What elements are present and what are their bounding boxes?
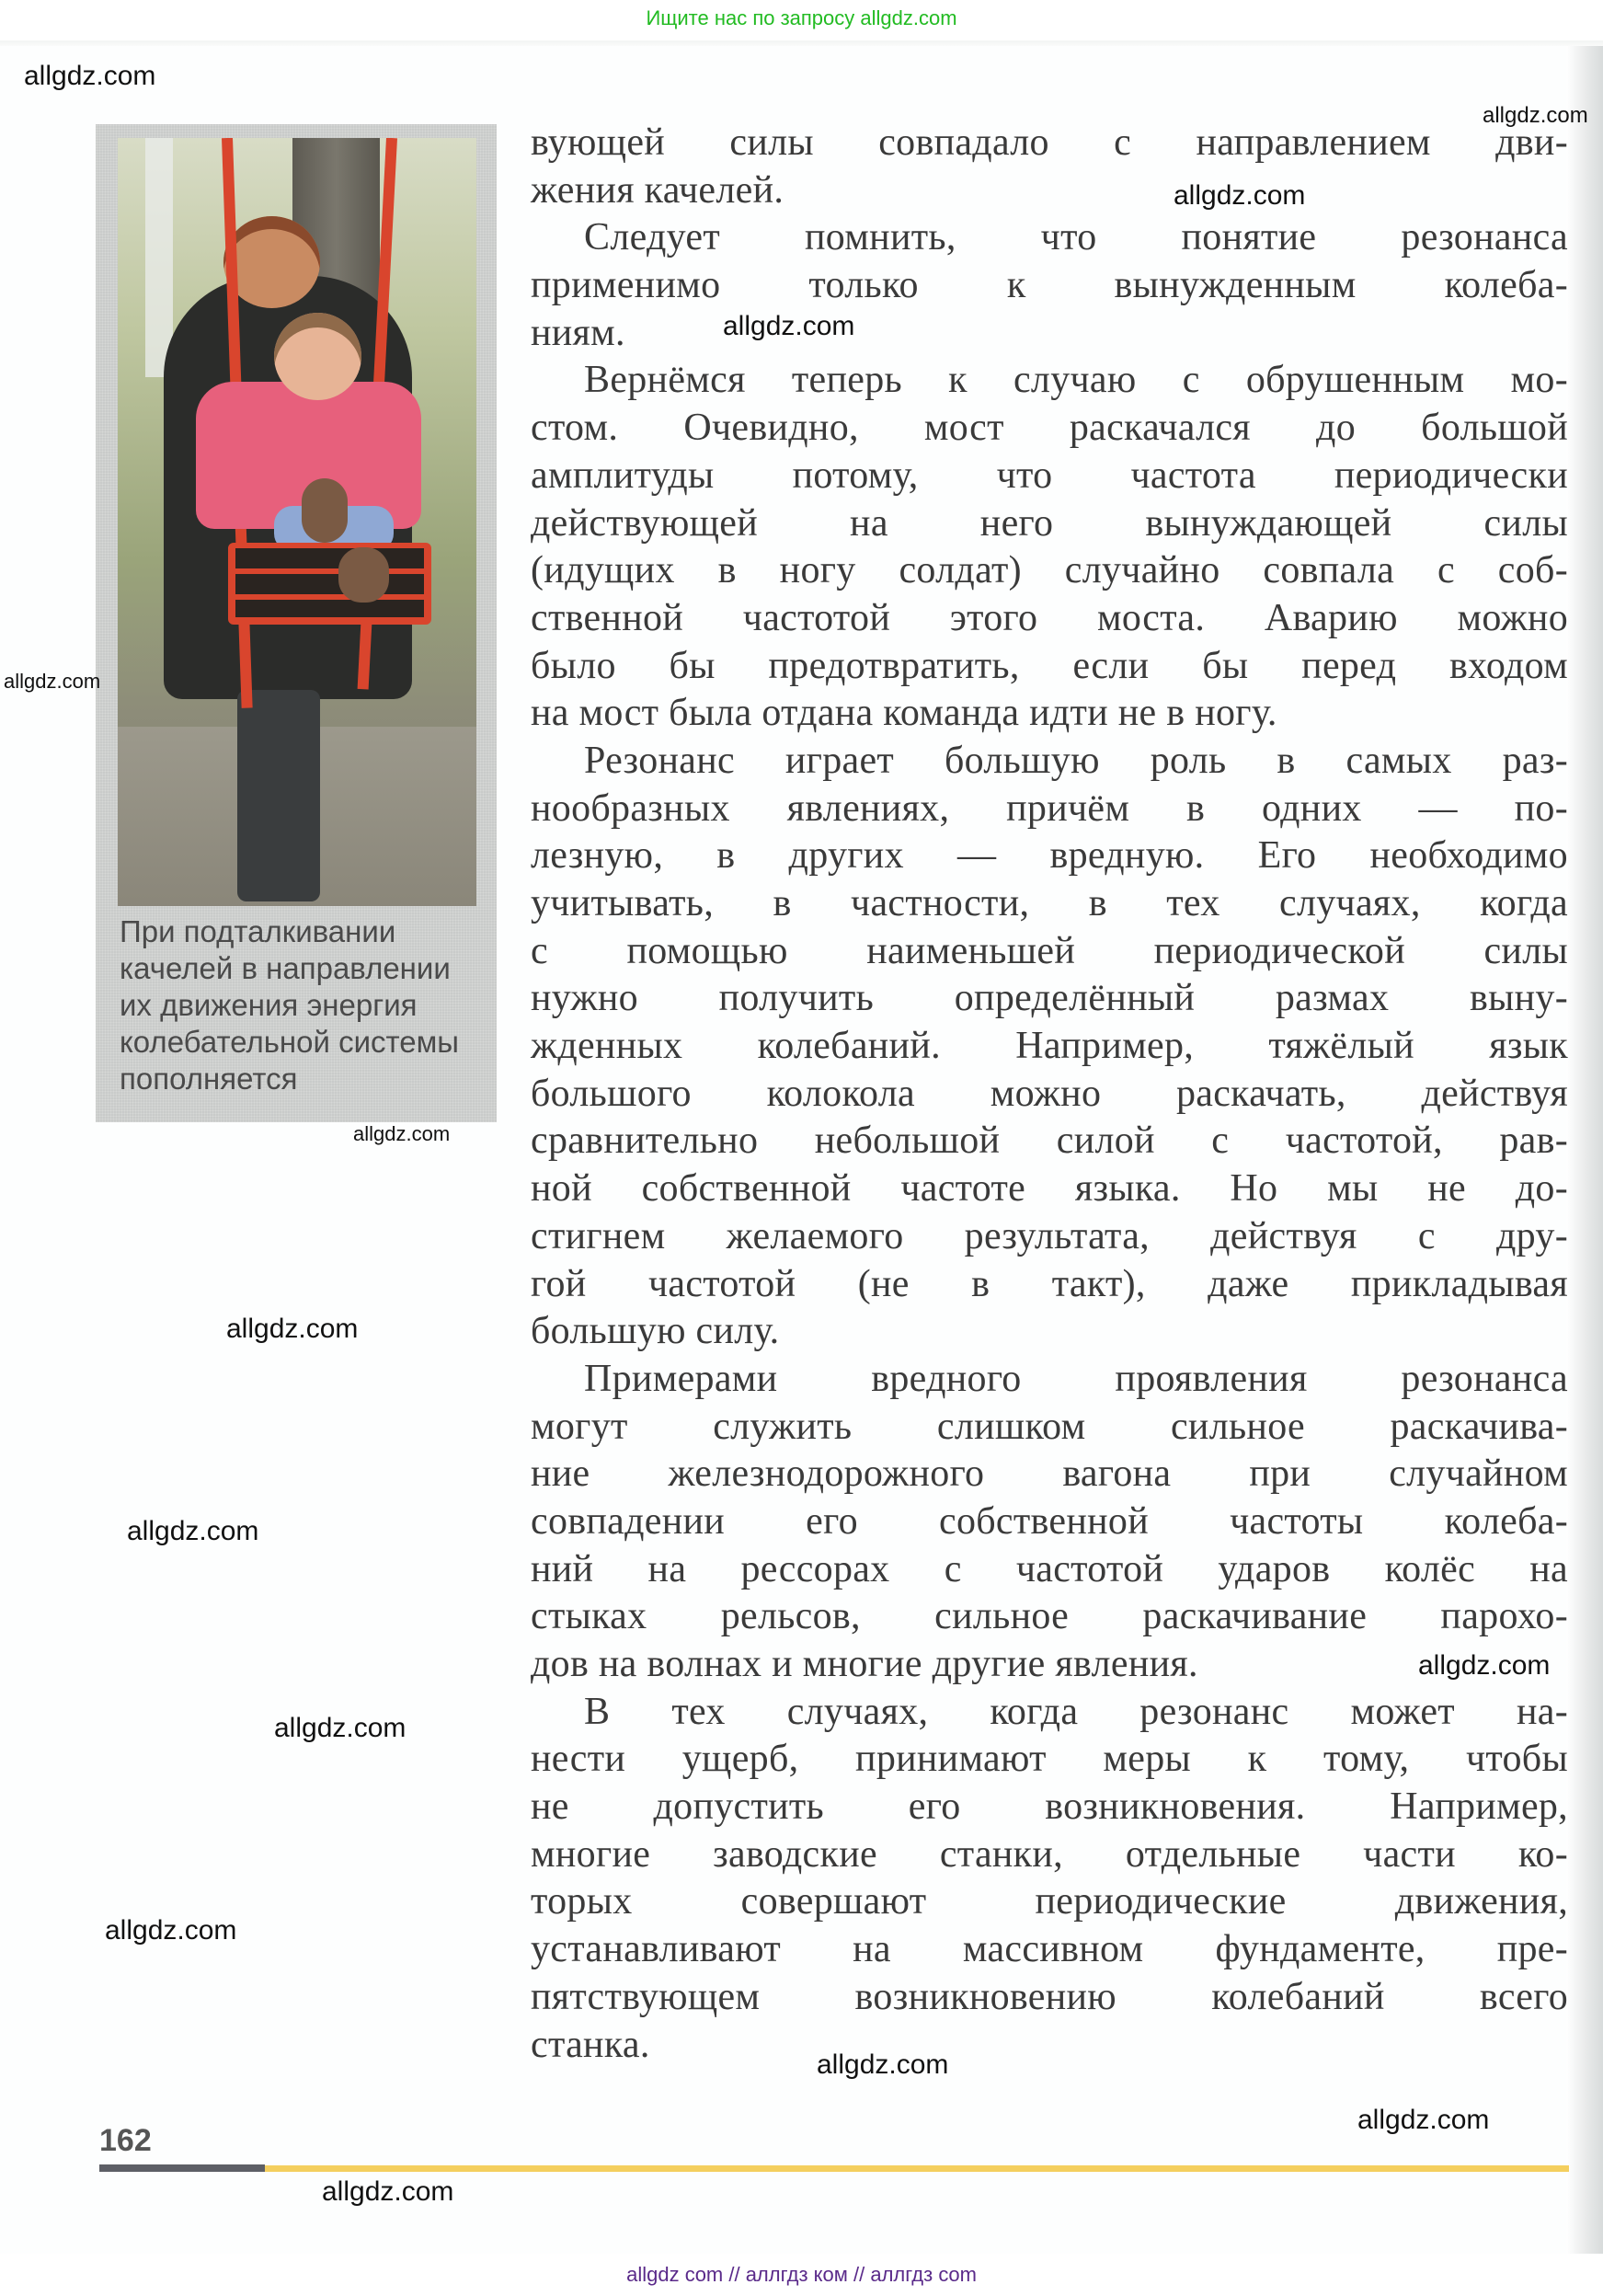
watermark-text: allgdz.com	[322, 2176, 454, 2207]
text-line: (идущих в ногу солдат) случайно совпала с соб-	[531, 549, 1568, 592]
caption-line: При подталкивании	[120, 914, 396, 948]
text-line: стом. Очевидно, мост раскачался до большой	[531, 407, 1568, 450]
text-line: учитывать, в частности, в тех случаях, когда	[531, 882, 1568, 924]
text-line: станка.	[531, 2023, 650, 2066]
page-number: 162	[99, 2123, 152, 2158]
girl-shoe-right	[338, 547, 389, 603]
caption-line: их движения энергия	[120, 988, 418, 1022]
bottom-banner-text: allgdz com // аллгдз ком // аллгдз com	[626, 2263, 977, 2286]
text-line: лезную, в других — вредную. Его необходимо	[531, 834, 1568, 878]
girl-shoe-left	[302, 478, 348, 543]
text-line: было бы предотвратить, если бы перед входом	[531, 644, 1568, 687]
text-line: действующей на него вынуждающей силы	[531, 501, 1568, 545]
watermark-text: allgdz.com	[1174, 180, 1306, 211]
swing-photo	[118, 138, 476, 906]
text-line: не допустить его возникновения. Например,	[531, 1785, 1568, 1829]
text-line: нообразных явлениях, причём в одних — по-	[531, 786, 1568, 830]
watermark-text: allgdz.com	[24, 61, 156, 91]
text-line: пятствующем возникновению колебаний всего	[531, 1975, 1568, 2018]
figure-box	[96, 124, 497, 1122]
text-line: большую силу.	[531, 1310, 780, 1353]
swing-seat	[228, 543, 431, 625]
text-line: амплитуды потому, что частота периодически	[531, 453, 1568, 497]
watermark-text: allgdz.com	[353, 1122, 451, 1145]
top-banner-text: Ищите нас по запросу allgdz.com	[646, 6, 957, 29]
text-line: вующей силы совпадало с направлением дви-	[531, 121, 1568, 164]
bottom-watermark-banner	[0, 2263, 1603, 2287]
background-pole	[145, 138, 173, 377]
text-line: нужно получить определённый размах выну-	[531, 977, 1568, 1020]
text-line: жения качелей.	[531, 168, 784, 212]
watermark-text: allgdz.com	[274, 1713, 406, 1743]
text-line: ний на рессорах с частотой ударов колёс на	[531, 1547, 1568, 1590]
text-line: устанавливают на массивном фундаменте, пре-	[531, 1928, 1568, 1971]
text-line: В тех случаях, когда резонанс может на-	[584, 1690, 1568, 1733]
caption-line: пополняется	[120, 1062, 298, 1096]
text-line: Вернёмся теперь к случаю с обрушенным мо-	[584, 359, 1568, 402]
text-line: гой частотой (не в такт), даже прикладывая	[531, 1262, 1568, 1305]
watermark-text: allgdz.com	[1357, 2105, 1490, 2135]
body-text-column	[531, 120, 1568, 2069]
figure-caption	[120, 913, 487, 1097]
text-line: жденных колебаний. Например, тяжёлый язык	[531, 1025, 1568, 1068]
text-line: могут служить слишком сильное раскачива-	[531, 1405, 1568, 1448]
watermark-text: allgdz.com	[4, 670, 101, 693]
watermark-text: allgdz.com	[105, 1915, 237, 1946]
text-line: Примерами вредного проявления резонанса	[584, 1357, 1568, 1400]
watermark-text: allgdz.com	[127, 1516, 259, 1546]
text-line: многие заводские станки, отдельные части ко-	[531, 1832, 1568, 1876]
woman-legs	[237, 690, 320, 901]
watermark-text: allgdz.com	[226, 1314, 359, 1344]
text-line: ной собственной частоте языка. Но мы не до-	[531, 1167, 1568, 1211]
text-line: совпадении его собственной частоты колеба-	[531, 1499, 1568, 1543]
text-line: дов на волнах и многие другие явления.	[531, 1643, 1198, 1685]
footer-rule-gray	[99, 2164, 265, 2172]
watermark-text: allgdz.com	[1483, 103, 1588, 128]
text-line: Резонанс играет большую роль в самых раз-	[584, 739, 1568, 782]
watermark-text: allgdz.com	[723, 311, 855, 341]
watermark-text: allgdz.com	[817, 2049, 949, 2080]
text-line: с помощью наименьшей периодической силы	[531, 929, 1568, 972]
text-line: торых совершают периодические движения,	[531, 1880, 1568, 1923]
footer-rule-yellow	[265, 2165, 1569, 2172]
text-line: стыках рельсов, сильное раскачивание парохо-	[531, 1595, 1568, 1638]
text-line: Следует помнить, что понятие резонанса	[584, 216, 1568, 259]
text-line: ниям.	[531, 311, 625, 354]
text-line: на мост была отдана команда идти не в ногу.	[531, 692, 1277, 735]
girl-head	[274, 313, 361, 400]
text-line: ственной частотой этого моста. Аварию можно	[531, 596, 1568, 639]
watermark-text: allgdz.com	[1418, 1650, 1551, 1681]
top-watermark-banner	[0, 0, 1603, 39]
caption-line: качелей в направлении	[120, 951, 451, 985]
text-line: стигнем желаемого результата, действуя с дру-	[531, 1214, 1568, 1257]
text-line: нести ущерб, принимают меры к тому, чтобы	[531, 1738, 1568, 1781]
text-line: ние железнодорожного вагона при случайном	[531, 1452, 1568, 1496]
caption-line: колебательной системы	[120, 1025, 460, 1059]
text-line: большого колокола можно раскачать, действуя	[531, 1072, 1568, 1115]
page-edge-shadow	[1566, 46, 1603, 2254]
text-line: применимо только к вынужденным колеба-	[531, 264, 1568, 307]
text-line: сравнительно небольшой силой с частотой, рав-	[531, 1119, 1568, 1163]
